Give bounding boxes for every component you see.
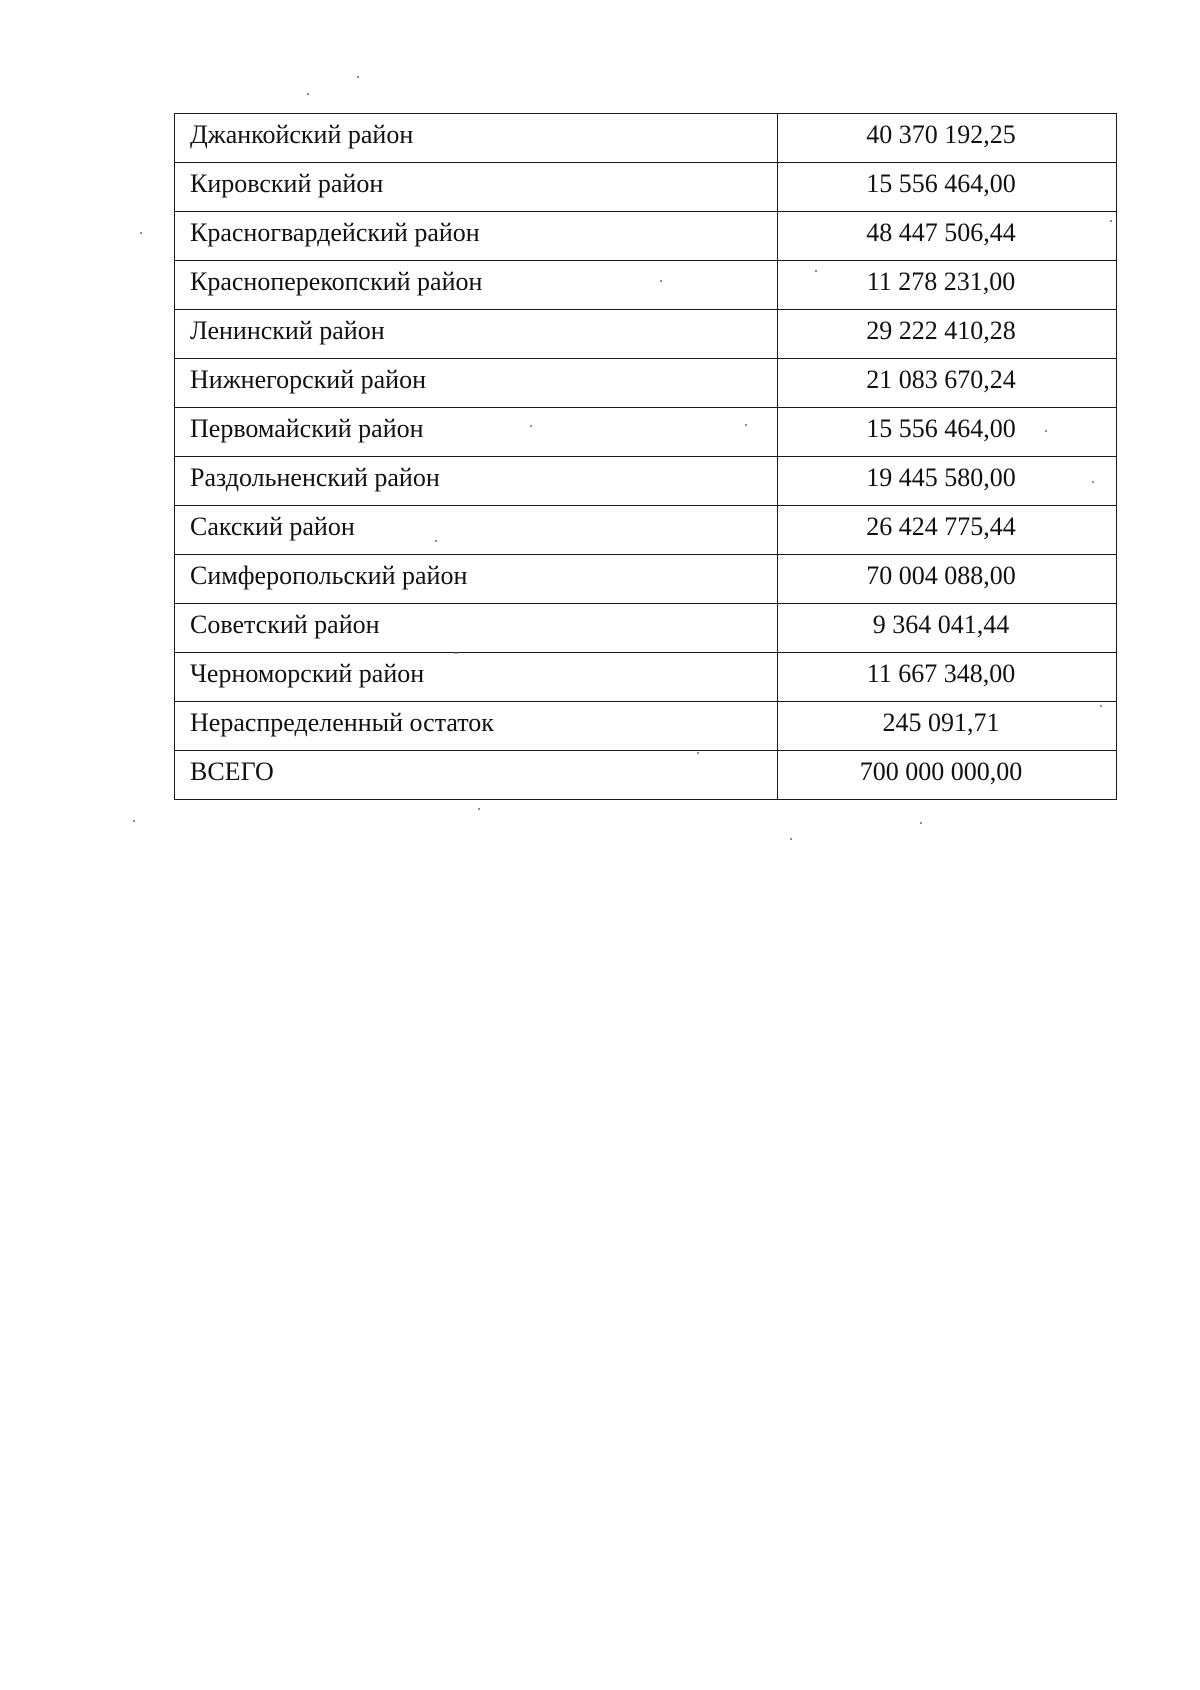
district-name-cell: Ленинский район [175,310,778,359]
scan-speck [455,652,457,654]
table-row [175,457,1117,506]
scan-speck [697,752,699,754]
unallocated-row [175,702,1117,751]
district-name-cell: Красногвардейский район [175,212,778,261]
table-row [175,261,1117,310]
district-name-cell: Кировский район [175,163,778,212]
amount-cell: 40 370 192,25 [778,114,1117,163]
scan-speck [140,232,142,234]
amount-cell: 11 667 348,00 [778,653,1117,702]
scan-speck [478,808,480,810]
scan-speck [790,838,792,840]
table-row [175,114,1117,163]
district-name-cell: Раздольненский район [175,457,778,506]
allocation-table-body [175,114,1117,800]
table-row [175,408,1117,457]
scan-speck [660,280,662,282]
district-name-cell: Советский район [175,604,778,653]
scan-speck [1092,481,1094,483]
district-name-cell: Черноморский район [175,653,778,702]
scan-speck [1045,430,1047,432]
district-name-cell: Нижнегорский район [175,359,778,408]
scan-speck [745,424,747,426]
table-row [175,163,1117,212]
allocation-table [174,113,1117,800]
amount-cell: 29 222 410,28 [778,310,1117,359]
district-name-cell: Симферопольский район [175,555,778,604]
table-row [175,310,1117,359]
table-row [175,212,1117,261]
district-name-cell: Красноперекопский район [175,261,778,310]
amount-cell: 19 445 580,00 [778,457,1117,506]
scan-speck [133,820,135,822]
unallocated-label-cell: Нераспределенный остаток [175,702,778,751]
amount-cell: 70 004 088,00 [778,555,1117,604]
table-row [175,506,1117,555]
table-row [175,604,1117,653]
scan-speck [435,540,437,542]
scan-speck [815,270,817,272]
unallocated-amount-cell: 245 091,71 [778,702,1117,751]
total-amount-cell: 700 000 000,00 [778,751,1117,800]
amount-cell: 48 447 506,44 [778,212,1117,261]
scan-speck [1110,220,1112,222]
amount-cell: 26 424 775,44 [778,506,1117,555]
scan-speck [357,76,359,78]
scan-speck [307,93,309,95]
scan-speck [1100,705,1102,707]
amount-cell: 9 364 041,44 [778,604,1117,653]
table-row [175,555,1117,604]
amount-cell: 15 556 464,00 [778,408,1117,457]
amount-cell: 15 556 464,00 [778,163,1117,212]
amount-cell: 21 083 670,24 [778,359,1117,408]
district-name-cell: Сакский район [175,506,778,555]
district-name-cell: Джанкойский район [175,114,778,163]
table-row [175,359,1117,408]
scan-speck [920,822,922,824]
total-label-cell: ВСЕГО [175,751,778,800]
total-row [175,751,1117,800]
table-row [175,653,1117,702]
amount-cell: 11 278 231,00 [778,261,1117,310]
scan-speck [530,425,532,427]
district-name-cell: Первомайский район [175,408,778,457]
